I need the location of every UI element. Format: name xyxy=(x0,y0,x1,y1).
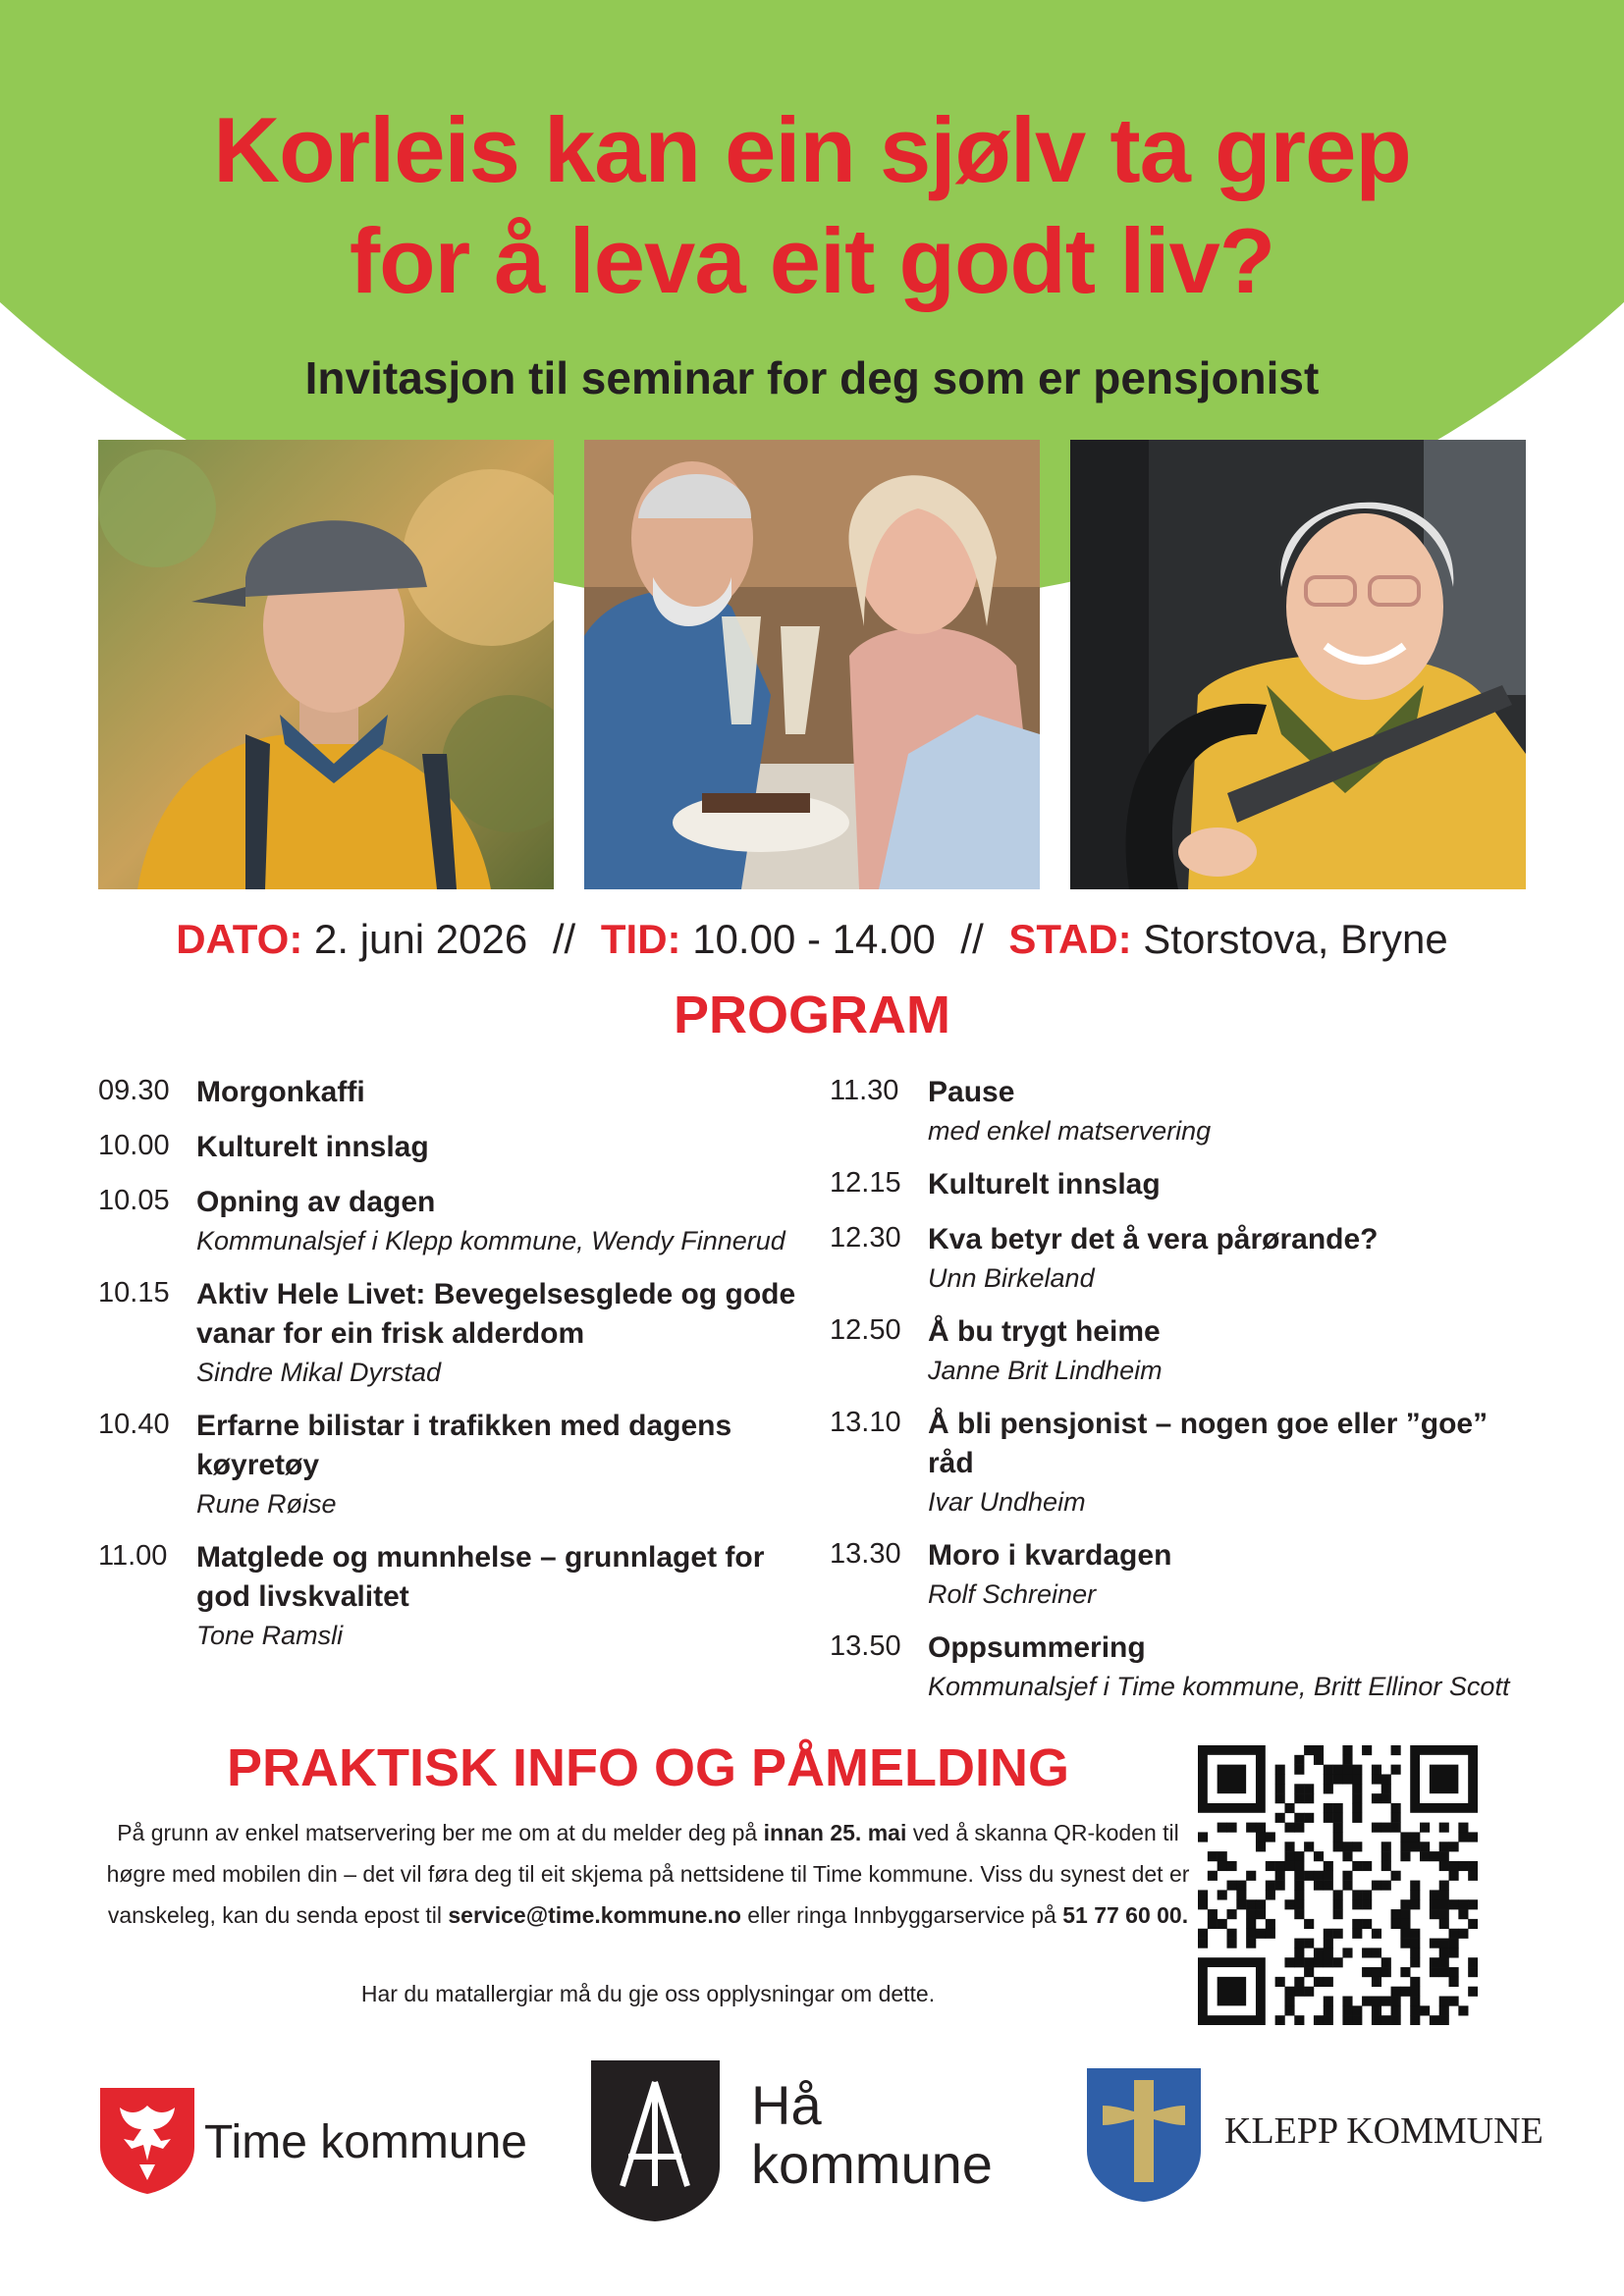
program-title: Å bli pensjonist – nogen goe eller ”goe” råd xyxy=(928,1408,1489,1479)
program-time: 10.00 xyxy=(98,1130,170,1161)
program-item xyxy=(98,1538,805,1654)
program-title: Erfarne bilistar i trafikken med dagens køyretøy xyxy=(196,1410,732,1481)
program-title: Å bu trygt heime xyxy=(928,1315,1161,1348)
ha-shield-icon xyxy=(589,2058,722,2223)
ha-kommune-name xyxy=(751,2076,993,2194)
contact-phone: 51 77 60 00. xyxy=(1062,1902,1189,1928)
program-speaker: Janne Brit Lindheim xyxy=(928,1356,1163,1385)
program-column-left xyxy=(98,1073,805,1670)
couple-toasting-photo xyxy=(584,440,1040,889)
klepp-kommune-logo xyxy=(1085,2066,1543,2204)
contact-email-link[interactable]: service@time.kommune.no xyxy=(448,1902,741,1928)
program-time: 12.50 xyxy=(830,1314,901,1346)
program-item xyxy=(830,1536,1537,1613)
program-time: 13.50 xyxy=(830,1630,901,1662)
program-speaker: Kommunalsjef i Time kommune, Britt Ellinor Scott xyxy=(928,1672,1510,1701)
practical-info-heading: PRAKTISK INFO OG PÅMELDING xyxy=(226,1738,1069,1797)
ha-kommune-logo xyxy=(589,2058,1041,2225)
separator: // xyxy=(960,916,984,962)
title-line-1: Korleis kan ein sjølv ta grep xyxy=(213,98,1411,201)
program-item xyxy=(830,1165,1537,1204)
program-column-right xyxy=(830,1073,1537,1721)
ha-name-line-2: kommune xyxy=(751,2133,993,2195)
program-item xyxy=(830,1073,1537,1149)
program-item xyxy=(98,1275,805,1391)
page-title xyxy=(0,94,1624,316)
program-time: 13.30 xyxy=(830,1538,901,1570)
program-time: 12.15 xyxy=(830,1167,901,1199)
program-speaker: Unn Birkeland xyxy=(928,1263,1095,1293)
page-subtitle: Invitasjon til seminar for deg som er pensjonist xyxy=(304,352,1320,403)
program-time: 13.10 xyxy=(830,1407,901,1438)
practical-text-part: På grunn av enkel matservering ber me om at du melder deg på xyxy=(117,1820,764,1845)
program-title: Opning av dagen xyxy=(196,1186,436,1218)
program-title: Kulturelt innslag xyxy=(928,1168,1161,1201)
klepp-kommune-name: KLEPP KOMMUNE xyxy=(1224,2110,1543,2152)
program-item xyxy=(98,1073,805,1112)
program-title: Kva betyr det å vera pårørande? xyxy=(928,1223,1379,1255)
event-info xyxy=(0,916,1624,963)
separator: // xyxy=(552,916,576,962)
program-speaker: med enkel matservering xyxy=(928,1116,1212,1146)
program-title: Pause xyxy=(928,1076,1015,1108)
time-kommune-logo xyxy=(98,2086,550,2194)
program-time: 12.30 xyxy=(830,1222,901,1254)
program-title: Oppsummering xyxy=(928,1631,1146,1664)
program-item xyxy=(98,1407,805,1522)
date-value: 2. juni 2026 xyxy=(314,916,528,962)
practical-text-part: eller ringa Innbyggarservice på xyxy=(740,1902,1063,1928)
practical-info-text xyxy=(98,1812,1198,1936)
allergy-note: Har du matallergiar må du gje oss opplysningar om dette. xyxy=(360,1981,936,2006)
practical-text-part: ved å skanna QR-koden til høgre med mobilen din – det vil føra deg til eit skjema på nettsidene til Time kommune. Viss du synest det er vanskeleg, kan du senda epost til xyxy=(106,1820,1190,1928)
program-speaker: Tone Ramsli xyxy=(196,1621,344,1650)
program-time: 10.05 xyxy=(98,1185,170,1216)
program-time: 10.40 xyxy=(98,1409,170,1440)
place-label: STAD: xyxy=(1008,916,1132,962)
time-value: 10.00 - 14.00 xyxy=(692,916,936,962)
program-item xyxy=(98,1183,805,1259)
program-heading: PROGRAM xyxy=(674,986,950,1044)
program-speaker: Sindre Mikal Dyrstad xyxy=(196,1358,442,1387)
program-speaker: Rune Røise xyxy=(196,1489,337,1519)
registration-deadline: innan 25. mai xyxy=(763,1820,907,1845)
program-speaker: Kommunalsjef i Klepp kommune, Wendy Finnerud xyxy=(196,1226,785,1255)
program-time: 11.00 xyxy=(98,1540,168,1572)
woman-driving-photo xyxy=(1070,440,1526,889)
program-title: Aktiv Hele Livet: Bevegelsesglede og gode vanar for ein frisk alderdom xyxy=(196,1278,796,1350)
program-item xyxy=(830,1629,1537,1705)
program-time: 11.30 xyxy=(830,1075,899,1106)
time-kommune-name: Time kommune xyxy=(204,2116,527,2168)
time-shield-icon xyxy=(98,2086,196,2196)
program-item xyxy=(830,1220,1537,1297)
klepp-shield-icon xyxy=(1085,2066,1203,2204)
program-title: Kulturelt innslag xyxy=(196,1131,429,1163)
program-item xyxy=(830,1312,1537,1389)
program-item xyxy=(98,1128,805,1167)
program-speaker: Ivar Undheim xyxy=(928,1487,1086,1517)
program-title: Morgonkaffi xyxy=(196,1076,365,1108)
program-time: 09.30 xyxy=(98,1075,170,1106)
place-value: Storstova, Bryne xyxy=(1143,916,1448,962)
program-speaker: Rolf Schreiner xyxy=(928,1579,1097,1609)
program-title: Moro i kvardagen xyxy=(928,1539,1172,1572)
ha-name-line-1: Hå xyxy=(751,2074,822,2136)
time-label: TID: xyxy=(600,916,681,962)
title-line-2: for å leva eit godt liv? xyxy=(349,209,1275,312)
program-item xyxy=(830,1405,1537,1521)
man-in-cap-photo xyxy=(98,440,554,889)
program-title: Matglede og munnhelse – grunnlaget for god livskvalitet xyxy=(196,1541,765,1613)
date-label: DATO: xyxy=(176,916,303,962)
program-time: 10.15 xyxy=(98,1277,170,1308)
qr-code-icon[interactable] xyxy=(1198,1745,1478,2025)
